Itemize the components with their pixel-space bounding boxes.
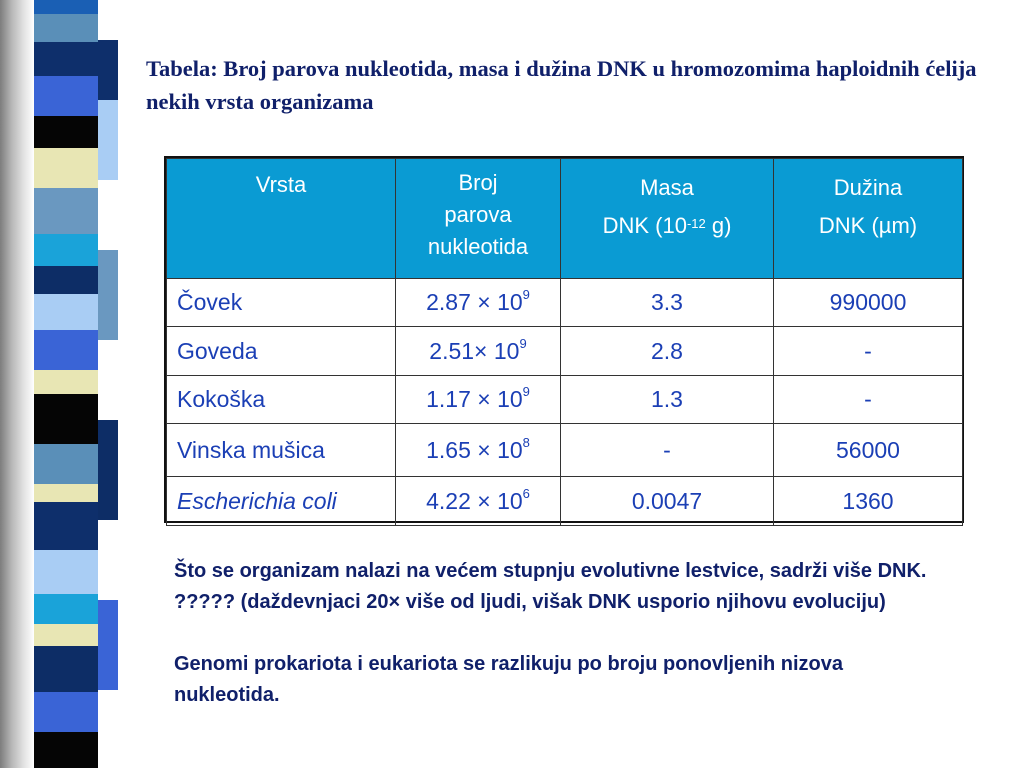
notes-block — [174, 556, 954, 711]
cell-pairs: $4.22 \times 10^6$ — [396, 477, 561, 526]
table-row — [167, 376, 963, 424]
cell-species: Kokoška — [167, 376, 396, 424]
cell-species: Vinska mušica — [167, 424, 396, 477]
cell-length: - — [774, 327, 963, 376]
header-duzina — [774, 159, 963, 279]
cell-species: Goveda — [167, 327, 396, 376]
cell-mass: 3.3 — [561, 279, 774, 327]
header-masa-line1: Masa — [640, 175, 694, 200]
slide-title: Tabela: Broj parova nukleotida, masa i dužina DNK u hromozomima haploidnih ćelija nekih vrsta organizama — [146, 56, 977, 114]
table-row — [167, 477, 963, 526]
cell-length: 56000 — [774, 424, 963, 477]
cell-length: - — [774, 376, 963, 424]
header-masa — [561, 159, 774, 279]
header-broj-line2: nukleotida — [427, 234, 529, 259]
header-vrsta: Vrsta — [167, 159, 396, 279]
table-row — [167, 424, 963, 477]
table-header-row — [167, 159, 963, 279]
cell-pairs: $2.87 \times 10^9$ — [396, 279, 561, 327]
note-paragraph-2: Genomi prokariota i eukariota se razlikuju po broju ponovljenih nizova nukleotida. — [174, 653, 844, 706]
cell-length: 1360 — [774, 477, 963, 526]
cell-species: Čovek — [167, 279, 396, 327]
cell-mass: 0.0047 — [561, 477, 774, 526]
dna-table — [164, 156, 964, 523]
decorative-side-stripe — [0, 0, 120, 768]
header-broj-line1: Broj parova — [444, 170, 512, 227]
table-row — [167, 327, 963, 376]
header-duzina-line2: DNK (µm) — [818, 213, 918, 238]
cell-mass: 2.8 — [561, 327, 774, 376]
header-duzina-line1: Dužina — [833, 175, 903, 200]
cell-pairs: $1.65 \times 10^8$ — [396, 424, 561, 477]
header-broj-parova — [396, 159, 561, 279]
cell-pairs: $2.51\times 10^9$ — [396, 327, 561, 376]
cell-mass: - — [561, 424, 774, 477]
cell-length: 990000 — [774, 279, 963, 327]
note-paragraph-1: Što se organizam nalazi na većem stupnju evolutivne lestvice, sadrži više DNK. ????? (daždevnjaci 20× više od ljudi, višak DNK usporio njihovu evoluciju) — [174, 560, 927, 613]
header-masa-line2: DNK ($10^{-12}$ g) — [602, 213, 732, 238]
table-row — [167, 279, 963, 327]
cell-mass: 1.3 — [561, 376, 774, 424]
cell-species: Escherichia coli — [167, 477, 396, 526]
cell-pairs: $1.17 \times 10^9$ — [396, 376, 561, 424]
